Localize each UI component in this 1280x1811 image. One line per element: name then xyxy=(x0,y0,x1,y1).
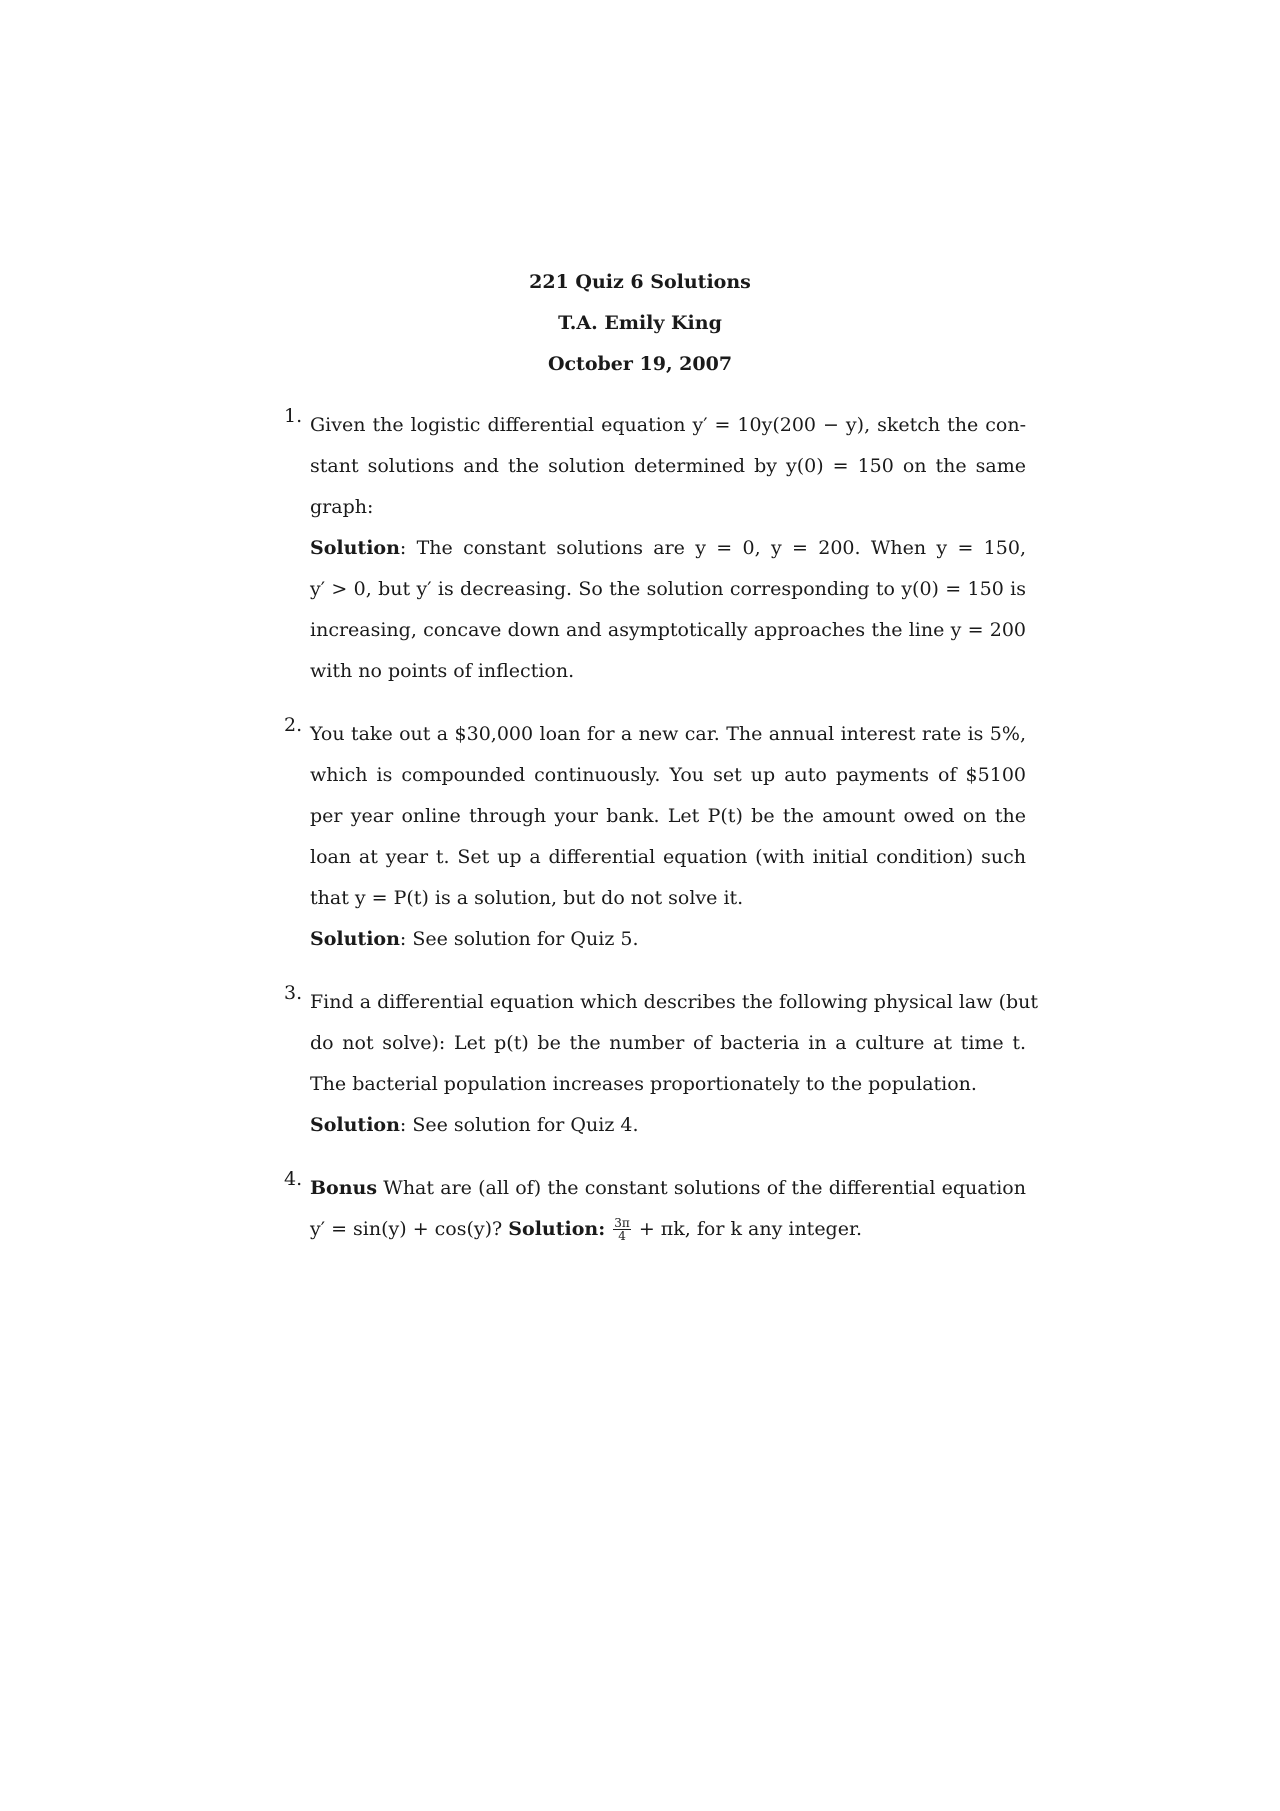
problem-2 xyxy=(284,714,1026,960)
document-author: T.A. Emily King xyxy=(558,312,722,334)
bonus-label: Bonus xyxy=(310,1177,378,1199)
problem-text-line: loan at year t. Set up a differential equation (with initial condition) such xyxy=(310,846,1026,868)
problem-1 xyxy=(284,405,1026,692)
document-title: 221 Quiz 6 Solutions xyxy=(529,271,751,293)
solution-line xyxy=(310,1105,1026,1146)
problem-text-line: The bacterial population increases proportionately to the population. xyxy=(310,1073,977,1095)
problem-text-line: that y = P(t) is a solution, but do not solve it. xyxy=(310,887,744,909)
fraction xyxy=(613,1217,631,1243)
problem-text-line xyxy=(310,1168,1026,1209)
solution-text: : The constant solutions are y = 0, y = 200. When y = 150, xyxy=(399,537,1026,559)
solution-text: : See solution for Quiz 5. xyxy=(399,928,639,950)
solution-line: y′ > 0, but y′ is decreasing. So the solution corresponding to y(0) = 150 is xyxy=(310,578,1026,600)
solution-line xyxy=(310,528,1026,569)
problem-number: 3. xyxy=(284,982,303,1004)
problem-text-line: which is compounded continuously. You set up auto payments of $5100 xyxy=(310,764,1026,786)
fraction-numerator: 3π xyxy=(614,1215,630,1230)
solution-line: increasing, concave down and asymptotically approaches the line y = 200 xyxy=(310,619,1026,641)
solution-text: + πk, for k any integer. xyxy=(638,1218,863,1240)
problem-text-line: graph: xyxy=(310,496,374,518)
problem-text-line: per year online through your bank. Let P(t) be the amount owed on the xyxy=(310,805,1026,827)
problem-text-line: Find a differential equation which describes the following physical law (but xyxy=(310,991,1039,1013)
problem-number: 4. xyxy=(284,1168,303,1190)
document-date: October 19, 2007 xyxy=(547,353,733,375)
fraction-denominator: 4 xyxy=(618,1229,626,1244)
problem-list xyxy=(284,405,1039,1272)
problem-text-line xyxy=(310,1209,1026,1250)
solution-text: : See solution for Quiz 4. xyxy=(399,1114,639,1136)
solution-line xyxy=(310,919,1026,960)
solution-label: Solution xyxy=(310,928,400,950)
problem-number: 1. xyxy=(284,405,303,427)
problem-number: 2. xyxy=(284,714,303,736)
problem-4 xyxy=(284,1168,1026,1250)
solution-label: Solution xyxy=(310,1114,400,1136)
problem-text: What are (all of) the constant solutions of the differential equation xyxy=(377,1177,1026,1199)
problem-3 xyxy=(284,982,1039,1146)
problem-text-line: do not solve): Let p(t) be the number of bacteria in a culture at time t. xyxy=(310,1032,1026,1054)
problem-text-line: You take out a $30,000 loan for a new car. The annual interest rate is 5%, xyxy=(310,723,1026,745)
solution-label: Solution xyxy=(310,537,400,559)
equation-text: y′ = sin(y) + cos(y)? xyxy=(310,1218,509,1240)
solution-line: with no points of inflection. xyxy=(310,660,575,682)
problem-text-line: stant solutions and the solution determined by y(0) = 150 on the same xyxy=(310,455,1026,477)
solution-label: Solution: xyxy=(508,1218,606,1240)
problem-text-line: Given the logistic differential equation y′ = 10y(200 − y), sketch the con- xyxy=(310,414,1026,436)
